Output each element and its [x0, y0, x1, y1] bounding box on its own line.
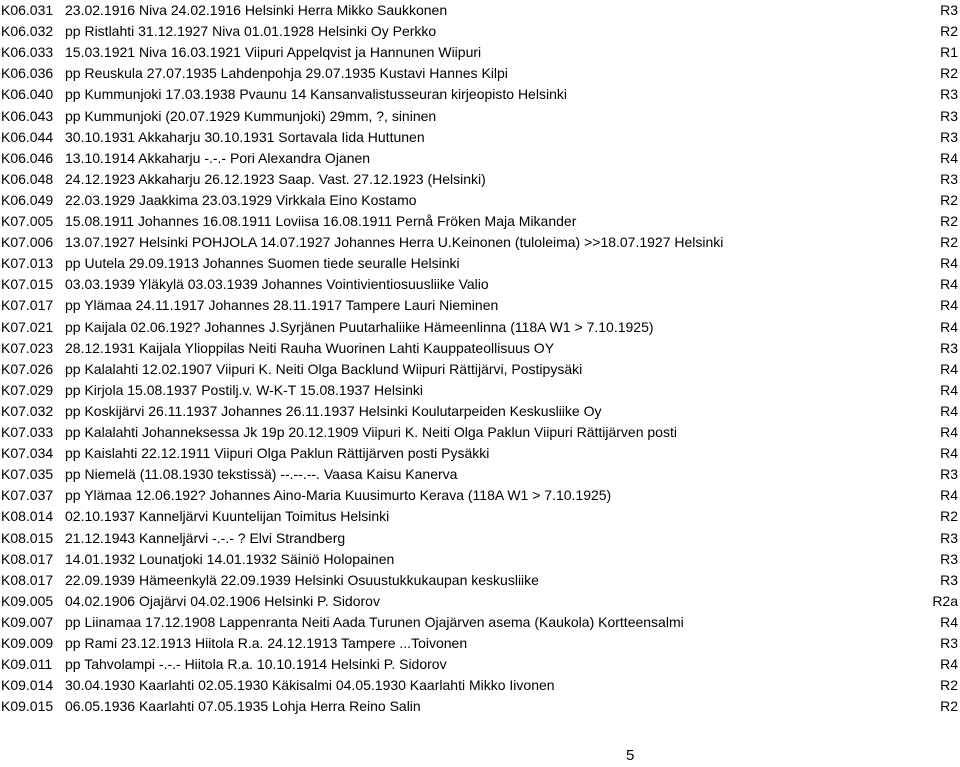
- item-code: K07.033: [1, 424, 54, 440]
- rarity-grade: R3: [940, 550, 958, 567]
- rarity-grade: R4: [940, 487, 958, 504]
- item-description: 22.03.1929 Jaakkima 23.03.1929 Virkkala Eino Kostamo: [65, 191, 417, 208]
- item-code: K07.005: [1, 213, 54, 229]
- item-code: K09.007: [1, 613, 54, 630]
- rarity-grade: R2: [940, 213, 958, 229]
- catalog-row: [0, 505, 960, 527]
- rarity-grade: R3: [940, 107, 958, 124]
- rarity-grade: R2: [940, 677, 958, 694]
- rarity-grade: R4: [940, 297, 958, 314]
- rarity-grade: R2: [940, 234, 958, 251]
- item-description: pp Kaijala 02.06.192? Johannes J.Syrjänen Puutarhaliike Hämeenlinna (118A W1 > 7.10.1925): [65, 318, 654, 335]
- catalog-row: [0, 463, 960, 485]
- item-code: K07.013: [1, 255, 54, 272]
- item-description: pp Tahvolampi -.-.- Hiitola R.a. 10.10.1914 Helsinki P. Sidorov: [65, 656, 447, 673]
- catalog-row: [0, 632, 960, 654]
- item-description: 02.10.1937 Kanneljärvi Kuuntelijan Toimitus Helsinki: [65, 508, 390, 525]
- item-code: K06.048: [1, 170, 54, 187]
- rarity-grade: R2: [940, 23, 958, 40]
- item-description: 22.09.1939 Hämeenkylä 22.09.1939 Helsinki Osuustukkukaupan keskusliike: [65, 571, 539, 588]
- catalog-row: [0, 653, 960, 675]
- item-code: K06.036: [1, 65, 54, 82]
- item-description: pp Niemelä (11.08.1930 tekstissä) --.--.--. Vaasa Kaisu Kanerva: [65, 466, 458, 483]
- item-code: K08.015: [1, 529, 54, 546]
- catalog-row: [0, 0, 960, 21]
- item-description: 23.02.1916 Niva 24.02.1916 Helsinki Herra Mikko Saukkonen: [65, 2, 448, 18]
- item-code: K06.031: [1, 2, 54, 18]
- item-code: K07.021: [1, 318, 54, 335]
- rarity-grade: R2: [940, 191, 958, 208]
- item-description: pp Kaislahti 22.12.1911 Viipuri Olga Paklun Rättijärven posti Pysäkki: [65, 445, 490, 462]
- item-description: pp Koskijärvi 26.11.1937 Johannes 26.11.1937 Helsinki Koulutarpeiden Keskusliike Oy: [65, 402, 602, 419]
- item-description: 14.01.1932 Lounatjoki 14.01.1932 Säiniö Holopainen: [65, 550, 395, 567]
- item-code: K09.009: [1, 635, 54, 651]
- rarity-grade: R4: [940, 402, 958, 419]
- catalog-row: [0, 20, 960, 42]
- item-code: K07.035: [1, 466, 54, 483]
- item-code: K06.040: [1, 86, 54, 103]
- item-code: K06.032: [1, 23, 54, 40]
- rarity-grade: R4: [940, 381, 958, 398]
- page-number: 5: [626, 747, 635, 764]
- catalog-row: [0, 126, 960, 148]
- item-description: 06.05.1936 Kaarlahti 07.05.1935 Lohja Herra Reino Salin: [65, 698, 421, 715]
- catalog-row: [0, 231, 960, 253]
- rarity-grade: R4: [940, 445, 958, 462]
- item-description: 21.12.1943 Kanneljärvi -.-.- ? Elvi Strandberg: [65, 529, 346, 546]
- catalog-row: [0, 147, 960, 169]
- catalog-row: [0, 337, 960, 359]
- catalog-row: [0, 294, 960, 316]
- item-description: pp Kummunjoki (20.07.1929 Kummunjoki) 29mm, ?, sininen: [65, 107, 437, 124]
- item-code: K08.017: [1, 550, 54, 567]
- catalog-row: [0, 442, 960, 464]
- rarity-grade: R3: [940, 2, 958, 18]
- item-code: K06.046: [1, 149, 54, 166]
- item-description: 13.07.1927 Helsinki POHJOLA 14.07.1927 Johannes Herra U.Keinonen (tuloleima) >>18.07.1927 Helsinki: [65, 234, 724, 251]
- catalog-row: [0, 421, 960, 443]
- catalog-row: [0, 695, 960, 717]
- item-description: pp Ylämaa 12.06.192? Johannes Aino-Maria Kuusimurto Kerava (118A W1 > 7.10.1925): [65, 487, 612, 504]
- rarity-grade: R2: [940, 698, 958, 715]
- rarity-grade: R2a: [932, 592, 958, 609]
- item-description: pp Ristlahti 31.12.1927 Niva 01.01.1928 Helsinki Oy Perkko: [65, 23, 437, 40]
- catalog-row: [0, 484, 960, 506]
- rarity-grade: R3: [940, 128, 958, 145]
- rarity-grade: R2: [940, 65, 958, 82]
- item-description: 28.12.1931 Kaijala Ylioppilas Neiti Rauha Wuorinen Lahti Kauppateollisuus OY: [65, 339, 555, 356]
- catalog-row: [0, 527, 960, 549]
- item-description: pp Liinamaa 17.12.1908 Lappenranta Neiti Aada Turunen Ojajärven asema (Kaukola) Kortteensalmi: [65, 613, 684, 630]
- item-description: pp Kummunjoki 17.03.1938 Pvaunu 14 Kansanvalistusseuran kirjeopisto Helsinki: [65, 86, 567, 103]
- rarity-grade: R4: [940, 149, 958, 166]
- item-code: K07.015: [1, 276, 54, 293]
- catalog-row: [0, 548, 960, 570]
- rarity-grade: R4: [940, 613, 958, 630]
- item-code: K07.037: [1, 487, 54, 504]
- rarity-grade: R3: [940, 86, 958, 103]
- item-description: pp Reuskula 27.07.1935 Lahdenpohja 29.07.1935 Kustavi Hannes Kilpi: [65, 65, 508, 82]
- item-description: 30.04.1930 Kaarlahti 02.05.1930 Käkisalmi 04.05.1930 Kaarlahti Mikko Iivonen: [65, 677, 555, 694]
- catalog-row: [0, 674, 960, 696]
- item-code: K09.015: [1, 698, 54, 715]
- rarity-grade: R4: [940, 424, 958, 440]
- item-description: pp Kirjola 15.08.1937 Postilj.v. W-K-T 15.08.1937 Helsinki: [65, 381, 423, 398]
- rarity-grade: R3: [940, 466, 958, 483]
- item-code: K07.029: [1, 381, 54, 398]
- rarity-grade: R4: [940, 656, 958, 673]
- item-code: K07.032: [1, 402, 54, 419]
- rarity-grade: R4: [940, 360, 958, 377]
- item-description: pp Kalalahti 12.02.1907 Viipuri K. Neiti Olga Backlund Wiipuri Rättijärvi, Postipysäki: [65, 360, 583, 377]
- item-code: K09.014: [1, 677, 54, 694]
- item-description: pp Kalalahti Johanneksessa Jk 19p 20.12.1909 Viipuri K. Neiti Olga Paklun Viipuri Rättijärven posti: [65, 424, 677, 440]
- item-code: K09.005: [1, 592, 54, 609]
- item-code: K08.014: [1, 508, 54, 525]
- catalog-row: [0, 379, 960, 401]
- item-code: K08.017: [1, 571, 54, 588]
- catalog-row: [0, 168, 960, 190]
- item-description: 24.12.1923 Akkaharju 26.12.1923 Saap. Vast. 27.12.1923 (Helsinki): [65, 170, 486, 187]
- rarity-grade: R3: [940, 635, 958, 651]
- item-description: 15.08.1911 Johannes 16.08.1911 Loviisa 16.08.1911 Pernå Fröken Maja Mikander: [65, 213, 577, 229]
- catalog-row: [0, 83, 960, 105]
- item-description: 30.10.1931 Akkaharju 30.10.1931 Sortavala Iida Huttunen: [65, 128, 425, 145]
- item-description: 13.10.1914 Akkaharju -.-.- Pori Alexandra Ojanen: [65, 149, 371, 166]
- catalog-row: [0, 62, 960, 84]
- item-description: 04.02.1906 Ojajärvi 04.02.1906 Helsinki P. Sidorov: [65, 592, 380, 609]
- rarity-grade: R3: [940, 571, 958, 588]
- rarity-grade: R1: [940, 44, 958, 61]
- catalog-row: [0, 569, 960, 591]
- rarity-grade: R3: [940, 170, 958, 187]
- item-description: pp Rami 23.12.1913 Hiitola R.a. 24.12.1913 Tampere ...Toivonen: [65, 635, 468, 651]
- rarity-grade: R4: [940, 255, 958, 272]
- catalog-row: [0, 252, 960, 274]
- catalog-row: [0, 611, 960, 633]
- catalog-row: [0, 316, 960, 338]
- catalog-row: [0, 358, 960, 380]
- item-code: K07.006: [1, 234, 54, 251]
- catalog-row: [0, 41, 960, 63]
- rarity-grade: R4: [940, 276, 958, 293]
- item-code: K06.033: [1, 44, 54, 61]
- rarity-grade: R3: [940, 529, 958, 546]
- item-code: K09.011: [1, 656, 53, 673]
- catalog-row: [0, 105, 960, 127]
- rarity-grade: R2: [940, 508, 958, 525]
- catalog-row: [0, 189, 960, 211]
- item-code: K06.044: [1, 128, 54, 145]
- catalog-row: [0, 590, 960, 612]
- rarity-grade: R4: [940, 318, 958, 335]
- item-description: pp Uutela 29.09.1913 Johannes Suomen tiede seuralle Helsinki: [65, 255, 460, 272]
- item-code: K06.043: [1, 107, 54, 124]
- item-description: 15.03.1921 Niva 16.03.1921 Viipuri Appelqvist ja Hannunen Wiipuri: [65, 44, 482, 61]
- item-code: K07.026: [1, 360, 54, 377]
- catalog-row: [0, 210, 960, 232]
- item-code: K07.023: [1, 339, 54, 356]
- item-code: K07.034: [1, 445, 54, 462]
- item-code: K07.017: [1, 297, 54, 314]
- rarity-grade: R3: [940, 339, 958, 356]
- catalog-row: [0, 400, 960, 422]
- item-description: 03.03.1939 Yläkylä 03.03.1939 Johannes Vointivientiosuusliike Valio: [65, 276, 489, 293]
- catalog-row: [0, 273, 960, 295]
- item-description: pp Ylämaa 24.11.1917 Johannes 28.11.1917 Tampere Lauri Nieminen: [65, 297, 499, 314]
- item-code: K06.049: [1, 191, 54, 208]
